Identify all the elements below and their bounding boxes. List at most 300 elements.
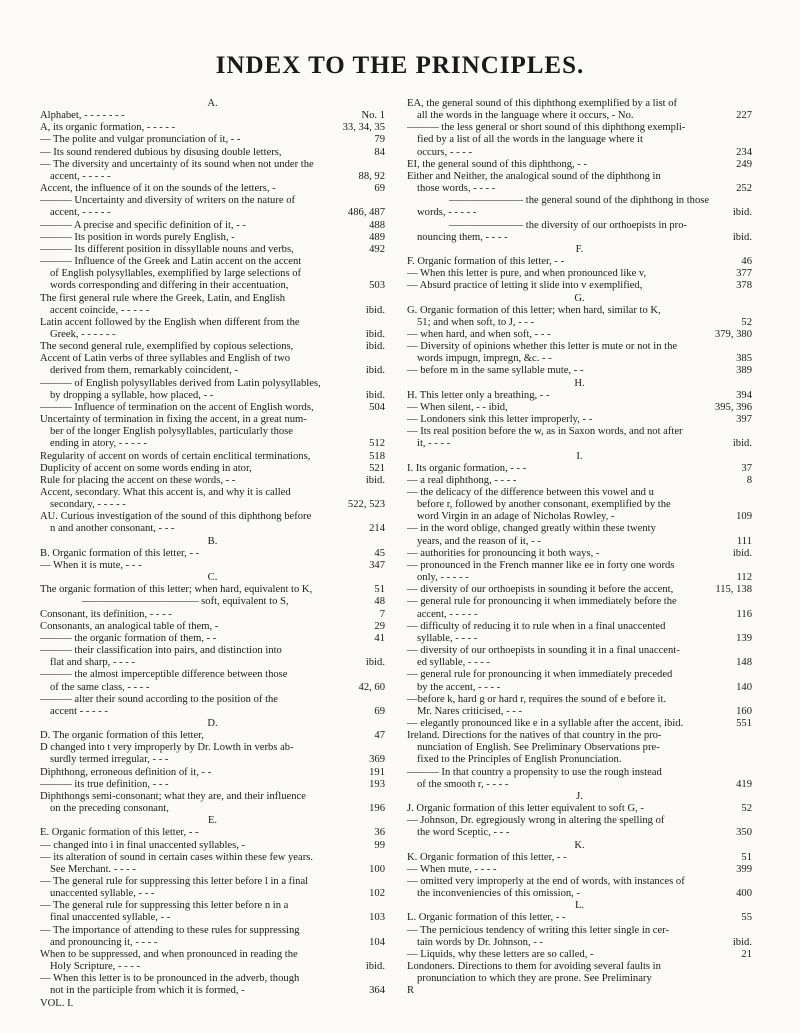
entry-page-ref: 79: [374, 134, 385, 146]
entry-text: — When silent, - - ibid,: [407, 401, 508, 413]
index-entry-line: [407, 353, 752, 365]
entry-page-ref: 116: [736, 608, 752, 620]
entry-text: Mr. Nares criticised, - - -: [417, 705, 523, 717]
entry-text: the word Sceptic, - - -: [417, 827, 510, 839]
entry-page-ref: 102: [369, 888, 385, 900]
entry-text: pronunciation to which they are prone. See Preliminary: [417, 973, 652, 985]
entry-text: Holy Scripture, - - - -: [50, 961, 141, 973]
index-entry-line: [40, 912, 385, 924]
index-entry-line: [407, 499, 752, 511]
index-entry-line: [407, 536, 752, 548]
index-entry-line: [407, 523, 752, 535]
index-entry-line: [40, 925, 385, 937]
entry-text: ——— its true definition, - - -: [40, 778, 169, 790]
entry-page-ref: 191: [369, 766, 385, 778]
entry-text: — The diversity and uncertainty of its sound when not under the: [40, 158, 314, 170]
entry-text: only, - - - - -: [417, 572, 469, 584]
index-entry-line: [40, 244, 385, 256]
index-entry-line: [407, 973, 752, 985]
entry-page-ref: 46: [741, 256, 752, 268]
entry-text: Duplicity of accent on some words ending in ator,: [40, 462, 252, 474]
entry-text: accent, - - - - -: [417, 608, 478, 620]
entry-page-ref: 378: [736, 280, 752, 292]
index-entry-line: [407, 195, 752, 207]
entry-text: on the preceding consonant,: [50, 803, 169, 815]
entry-text: A, its organic formation, - - - - -: [40, 122, 176, 134]
entry-text: occurs, - - - -: [417, 146, 473, 158]
index-entry-line: [407, 280, 752, 292]
index-entry-line: [407, 365, 752, 377]
right-column: [407, 98, 752, 998]
index-entry-line: [40, 280, 385, 292]
index-entry-line: [40, 767, 385, 779]
entry-text: — before m in the same syllable mute, - -: [407, 365, 584, 377]
entry-page-ref: 512: [369, 438, 385, 450]
index-entry-line: [40, 596, 385, 608]
entry-page-ref: 350: [736, 827, 752, 839]
index-entry-line: [40, 329, 385, 341]
entry-page-ref: 47: [374, 730, 385, 742]
entry-page-ref: 522, 523: [347, 499, 385, 511]
section-letter-heading: E.: [207, 815, 218, 827]
entry-text: fied by a list of all the words in the language where it: [417, 134, 643, 146]
index-entry-line: [40, 961, 385, 973]
entry-text: ——— of English polysyllables derived from Latin polysyllables,: [40, 377, 321, 389]
left-column: [40, 98, 385, 1010]
index-entry-line: [407, 159, 752, 171]
index-entry-line: [407, 414, 752, 426]
index-entry-line: [407, 937, 752, 949]
index-entry-line: [40, 973, 385, 985]
entry-text: — Londoners sink this letter improperly, - -: [407, 414, 593, 426]
entry-page-ref: 100: [369, 863, 385, 875]
entry-text: AU. Curious investigation of the sound of this diphthong before: [40, 511, 312, 523]
entry-text: — diversity of our orthoepists in sounding it before the accent,: [407, 584, 674, 596]
entry-text: ——— Influence of the Greek and Latin accent on the accent: [40, 256, 302, 268]
entry-text: — Johnson, Dr. egregiously wrong in altering the spelling of: [407, 815, 665, 827]
index-entry-line: [407, 949, 752, 961]
index-entry-line: [407, 268, 752, 280]
entry-page-ref: 400: [736, 888, 752, 900]
entry-page-ref: ibid.: [365, 365, 385, 377]
entry-text: Ireland. Directions for the natives of that country in the pro-: [407, 730, 662, 742]
entry-text: J. Organic formation of this letter equivalent to soft G, -: [407, 803, 644, 815]
entry-text: — When this letter is pure, and when pronounced like v,: [407, 268, 647, 280]
entry-text: Accent, the influence of it on the sounds of the letters, -: [40, 183, 276, 195]
entry-text: — a real diphthong, - - - -: [407, 474, 517, 486]
index-entry-line: [40, 159, 385, 171]
entry-page-ref: 364: [369, 985, 385, 997]
entry-text: word Virgin in an adage of Nicholas Rowley, -: [417, 511, 615, 523]
index-entry-line: [407, 657, 752, 669]
entry-page-ref: ibid.: [732, 231, 752, 243]
entry-page-ref: ibid.: [732, 936, 752, 948]
index-entry-line: [407, 232, 752, 244]
entry-text: syllable, - - - -: [417, 632, 478, 644]
entry-page-ref: 55: [741, 912, 752, 924]
entry-page-ref: 36: [374, 827, 385, 839]
index-entry-line: [40, 305, 385, 317]
index-entry-line: [407, 596, 752, 608]
entry-text: it, - - - -: [417, 438, 451, 450]
entry-text: ——— the organic formation of them, - -: [40, 632, 217, 644]
index-entry-line: [407, 961, 752, 973]
index-entry-line: [407, 171, 752, 183]
entry-page-ref: 33, 34, 35: [342, 122, 385, 134]
entry-page-ref: 518: [369, 450, 385, 462]
index-entry-line: [40, 122, 385, 134]
index-entry-line: [407, 147, 752, 159]
entry-page-ref: 112: [736, 572, 752, 584]
entry-page-ref: 42, 60: [358, 681, 385, 693]
entry-page-ref: 99: [374, 839, 385, 851]
index-entry-line: [407, 888, 752, 900]
entry-page-ref: 37: [741, 462, 752, 474]
entry-page-ref: 503: [369, 280, 385, 292]
entry-page-ref: 140: [736, 681, 752, 693]
entry-text: accent, - - - - -: [50, 207, 111, 219]
entry-text: ——— the less general or short sound of this diphthong exempli-: [407, 122, 686, 134]
index-entry-line: [40, 754, 385, 766]
entry-page-ref: 109: [736, 511, 752, 523]
entry-text: ——— alter their sound according to the position of the: [40, 693, 279, 705]
entry-text: — Diversity of opinions whether this letter is mute or not in the: [407, 341, 678, 353]
index-entry-line: [407, 110, 752, 122]
entry-text: When to be suppressed, and when pronounced in reading the: [40, 948, 298, 960]
index-entry-line: [40, 900, 385, 912]
entry-page-ref: ibid.: [365, 341, 385, 353]
index-entry-line: [407, 706, 752, 718]
entry-page-ref: 419: [736, 778, 752, 790]
entry-text: ——— the almost imperceptible difference between those: [40, 669, 288, 681]
index-entry-line: [40, 438, 385, 450]
entry-page-ref: 7: [379, 608, 385, 620]
index-entry-line: [40, 426, 385, 438]
entry-page-ref: 369: [369, 754, 385, 766]
entry-text: — Absurd practice of letting it slide into v exemplified,: [407, 280, 643, 292]
entry-text: — The general rule for suppressing this letter before n in a: [40, 900, 289, 912]
entry-text: ——— In that country a propensity to use the rough instead: [407, 766, 662, 778]
entry-page-ref: 389: [736, 365, 752, 377]
entry-text: — in the word oblige, changed greatly within these twenty: [407, 523, 656, 535]
index-entry-line: [40, 134, 385, 146]
index-entry-line: [407, 742, 752, 754]
index-entry-line: [407, 876, 752, 888]
section-letter-heading: D.: [207, 717, 218, 729]
index-entry-line: [40, 256, 385, 268]
index-entry-line: [40, 949, 385, 961]
index-entry-line: [40, 110, 385, 122]
entry-text: fixed to the Principles of English Pronunciation.: [417, 754, 622, 766]
index-entry-line: [407, 730, 752, 742]
index-entry-line: [407, 329, 752, 341]
entry-text: Either and Neither, the analogical sound of the diphthong in: [407, 170, 661, 182]
index-entry-line: [40, 451, 385, 463]
index-entry-line: [40, 985, 385, 997]
entry-page-ref: 69: [374, 183, 385, 195]
section-letter-heading: G.: [574, 292, 585, 304]
section-letter-heading: F.: [575, 243, 584, 255]
entry-text: Greek, - - - - - -: [50, 328, 116, 340]
index-entry-line: [40, 220, 385, 232]
entry-text: ——— Influence of termination on the accent of English words,: [40, 401, 314, 413]
index-entry-line: [40, 317, 385, 329]
entry-page-ref: 115, 138: [715, 584, 752, 596]
entry-page-ref: 45: [374, 547, 385, 559]
entry-text: ——————— the diversity of our orthoepists in pro-: [449, 219, 688, 231]
index-entry-line: [40, 621, 385, 633]
entry-text: 51; and when soft, to J, - - -: [417, 316, 535, 328]
entry-text: flat and sharp, - - - -: [50, 657, 136, 669]
entry-text: nunciation of English. See Preliminary Observations pre-: [417, 742, 660, 754]
index-entry-line: [407, 317, 752, 329]
entry-text: derived from them, remarkably coincident, -: [50, 365, 238, 377]
index-entry-line: [40, 779, 385, 791]
index-entry-line: [407, 669, 752, 681]
entry-text: — Its sound rendered dubious by disusing double letters,: [40, 146, 282, 158]
index-entry-line: [40, 463, 385, 475]
entry-text: of the smooth r, - - - -: [417, 778, 509, 790]
index-entry-line: [40, 499, 385, 511]
entry-text: Alphabet, - - - - - - -: [40, 110, 125, 122]
entry-page-ref: 51: [741, 851, 752, 863]
entry-page-ref: ibid.: [732, 207, 752, 219]
entry-page-ref: 52: [741, 803, 752, 815]
index-entry-line: [407, 803, 752, 815]
index-entry-line: [40, 657, 385, 669]
index-entry-line: [407, 305, 752, 317]
entry-page-ref: ibid.: [365, 328, 385, 340]
index-entry-line: [40, 682, 385, 694]
entry-page-ref: 347: [369, 559, 385, 571]
entry-text: — changed into i in final unaccented syllables, -: [40, 839, 246, 851]
section-letter-heading: L.: [574, 900, 585, 912]
section-letter-heading: B.: [207, 535, 218, 547]
entry-page-ref: 489: [369, 231, 385, 243]
index-entry-line: [407, 402, 752, 414]
entry-text: D changed into t very improperly by Dr. Lowth in verbs ab-: [40, 742, 294, 754]
entry-text: unaccented syllable, - - -: [50, 888, 155, 900]
entry-text: G. Organic formation of this letter; when hard, similar to K,: [407, 304, 661, 316]
index-entry-line: [40, 584, 385, 596]
entry-text: D. The organic formation of this letter,: [40, 730, 204, 742]
index-entry-line: [407, 767, 752, 779]
entry-text: Londoners. Directions to them for avoiding several faults in: [407, 961, 661, 973]
entry-text: — The polite and vulgar pronunciation of it, - -: [40, 134, 241, 146]
entry-text: Consonant, its definition, - - - -: [40, 608, 172, 620]
index-entry-line: [40, 645, 385, 657]
entry-page-ref: 379, 380: [714, 328, 752, 340]
entry-text: —before k, hard g or hard r, requires the sound of e before it.: [407, 693, 667, 705]
entry-text: — When it is mute, - - -: [40, 559, 142, 571]
entry-page-ref: 227: [736, 110, 752, 122]
index-entry-line: [407, 438, 752, 450]
index-entry-line: [40, 147, 385, 159]
entry-text: ending in atory, - - - - -: [50, 438, 147, 450]
index-entry-line: [40, 475, 385, 487]
index-entry-line: [40, 414, 385, 426]
entry-text: ——— Uncertainty and diversity of writers on the nature of: [40, 195, 296, 207]
index-entry-line: [407, 256, 752, 268]
entry-page-ref: 214: [369, 523, 385, 535]
entry-text: ——— Its different position in dissyllable nouns and verbs,: [40, 243, 294, 255]
index-entry-line: [407, 341, 752, 353]
entry-text: ed syllable, - - - -: [417, 657, 490, 669]
index-entry-line: [407, 426, 752, 438]
index-entry-line: [40, 171, 385, 183]
entry-text: EA, the general sound of this diphthong exemplified by a list of: [407, 98, 678, 109]
index-entry-line: [40, 232, 385, 244]
index-entry-line: [40, 390, 385, 402]
entry-page-ref: ibid.: [365, 474, 385, 486]
entry-text: words corresponding and differing in their accentuation,: [50, 280, 289, 292]
index-entry-line: [407, 220, 752, 232]
index-entry-line: [40, 365, 385, 377]
entry-text: The first general rule where the Greek, Latin, and English: [40, 292, 286, 304]
entry-page-ref: 51: [374, 584, 385, 596]
entry-text: nouncing them, - - - -: [417, 231, 508, 243]
index-entry-line: [40, 511, 385, 523]
index-entry-line: [407, 98, 752, 110]
entry-text: L. Organic formation of this letter, - -: [407, 912, 566, 924]
entry-text: accent coincide, - - - - -: [50, 304, 150, 316]
section-letter-heading: I.: [576, 450, 583, 462]
entry-text: K. Organic formation of this letter, - -: [407, 851, 567, 863]
entry-page-ref: 397: [736, 414, 752, 426]
index-entry-line: [40, 742, 385, 754]
index-entry-line: [407, 572, 752, 584]
entry-page-ref: 234: [736, 146, 752, 158]
entry-text: Accent of Latin verbs of three syllables and English of two: [40, 353, 291, 365]
entry-text: Diphthongs semi-consonant; what they are, and their influence: [40, 790, 306, 802]
index-entry-line: [407, 475, 752, 487]
index-entry-line: [40, 791, 385, 803]
index-entry-line: [407, 912, 752, 924]
entry-text: — The general rule for suppressing this letter before l in a final: [40, 876, 309, 887]
entry-text: the inconveniencies of this omission, -: [417, 888, 580, 900]
entry-text: B. Organic formation of this letter, - -: [40, 547, 200, 559]
section-letter-heading: K.: [574, 839, 585, 851]
entry-page-ref: ibid.: [365, 304, 385, 316]
entry-page-ref: 394: [736, 389, 752, 401]
index-entry-line: [407, 584, 752, 596]
index-entry-line: [407, 633, 752, 645]
entry-text: — When mute, - - - -: [407, 863, 497, 875]
entry-page-ref: 41: [374, 632, 385, 644]
index-entry-line: [40, 937, 385, 949]
entry-text: Accent, secondary. What this accent is, and why it is called: [40, 487, 291, 498]
index-entry-line: [407, 390, 752, 402]
section-letter-heading: H.: [574, 377, 585, 389]
entry-text: all the words in the language where it occurs, - No.: [417, 110, 634, 122]
index-entry-line: [407, 925, 752, 937]
index-entry-line: [407, 827, 752, 839]
index-entry-line: [407, 852, 752, 864]
entry-text: Regularity of accent on words of certain enclitical terminations,: [40, 450, 311, 462]
entry-page-ref: 488: [369, 219, 385, 231]
entry-page-ref: 492: [369, 243, 385, 255]
index-entry-line: [40, 523, 385, 535]
index-entry-line: [40, 402, 385, 414]
entry-text: ——————— the general sound of the diphthong in those: [449, 195, 710, 207]
entry-page-ref: 160: [736, 705, 752, 717]
index-entry-line: [40, 633, 385, 645]
entry-page-ref: 29: [374, 620, 385, 632]
entry-page-ref: No. 1: [361, 110, 385, 122]
index-entry-line: [40, 888, 385, 900]
index-entry-line: [407, 718, 752, 730]
entry-page-ref: 385: [736, 353, 752, 365]
index-entry-line: [40, 706, 385, 718]
entry-page-ref: ibid.: [365, 389, 385, 401]
entry-page-ref: 69: [374, 705, 385, 717]
entry-page-ref: ibid.: [732, 547, 752, 559]
index-entry-line: [40, 548, 385, 560]
entry-text: H. This letter only a breathing, - -: [407, 389, 550, 401]
entry-text: years, and the reason of it, - -: [417, 535, 541, 547]
entry-text: — The pernicious tendency of writing this letter single in cer-: [407, 924, 670, 936]
entry-page-ref: ibid.: [365, 657, 385, 669]
entry-text: ——— Its position in words purely English, -: [40, 231, 235, 243]
entry-text: ——— A precise and specific definition of it, - -: [40, 219, 246, 231]
entry-text: secondary, - - - - -: [50, 499, 126, 511]
entry-text: — omitted very improperly at the end of words, with instances of: [407, 876, 685, 887]
entry-page-ref: 103: [369, 912, 385, 924]
entry-text: Consonants, an analogical table of them, -: [40, 620, 219, 632]
entry-page-ref: 196: [369, 803, 385, 815]
entry-text: — The importance of attending to these rules for suppressing: [40, 924, 300, 936]
entry-text: final unaccented syllable, - -: [50, 912, 171, 924]
section-letter-heading: A.: [207, 98, 218, 109]
index-entry-line: [40, 694, 385, 706]
entry-page-ref: 48: [374, 596, 385, 608]
index-entry-line: [407, 122, 752, 134]
entry-text: The organic formation of this letter; when hard, equivalent to K,: [40, 584, 313, 596]
index-entry-line: [407, 487, 752, 499]
index-entry-line: [40, 560, 385, 572]
index-entry-line: [407, 463, 752, 475]
entry-text: words impugn, impregn, &c. - -: [417, 353, 552, 365]
index-entry-line: [407, 754, 752, 766]
entry-page-ref: 399: [736, 863, 752, 875]
page-signature: VOL. I.: [40, 997, 74, 1009]
entry-text: Latin accent followed by the English when different from the: [40, 316, 300, 328]
entry-page-ref: ibid.: [732, 438, 752, 450]
entry-text: See Merchant. - - - -: [50, 863, 136, 875]
section-letter-heading: C.: [207, 572, 218, 584]
entry-text: accent - - - - -: [50, 705, 108, 717]
entry-text: before r, followed by another consonant, exemplified by the: [417, 499, 671, 511]
index-entry-line: [407, 621, 752, 633]
index-entry-line: [40, 487, 385, 499]
page-title: INDEX TO THE PRINCIPLES.: [215, 52, 585, 79]
entry-text: Uncertainty of termination in fixing the accent, in a great num-: [40, 414, 307, 426]
entry-page-ref: ibid.: [365, 961, 385, 973]
entry-text: Rule for placing the accent on these words, - -: [40, 474, 236, 486]
index-entry-line: [40, 840, 385, 852]
entry-text: of English polysyllables, exemplified by large selections of: [50, 268, 302, 280]
index-entry-line: [40, 353, 385, 365]
page-signature: R: [407, 985, 415, 997]
index-entry-line: [40, 669, 385, 681]
index-entry-line: [40, 864, 385, 876]
entry-text: not in the participle from which it is formed, -: [50, 985, 245, 997]
entry-text: n and another consonant, - - -: [50, 523, 175, 535]
entry-text: ber of the longer English polysyllables, particularly those: [50, 426, 294, 438]
index-entry-line: [407, 815, 752, 827]
entry-text: — general rule for pronouncing it when immediately before the: [407, 596, 677, 608]
section-letter-heading: J.: [576, 790, 583, 802]
